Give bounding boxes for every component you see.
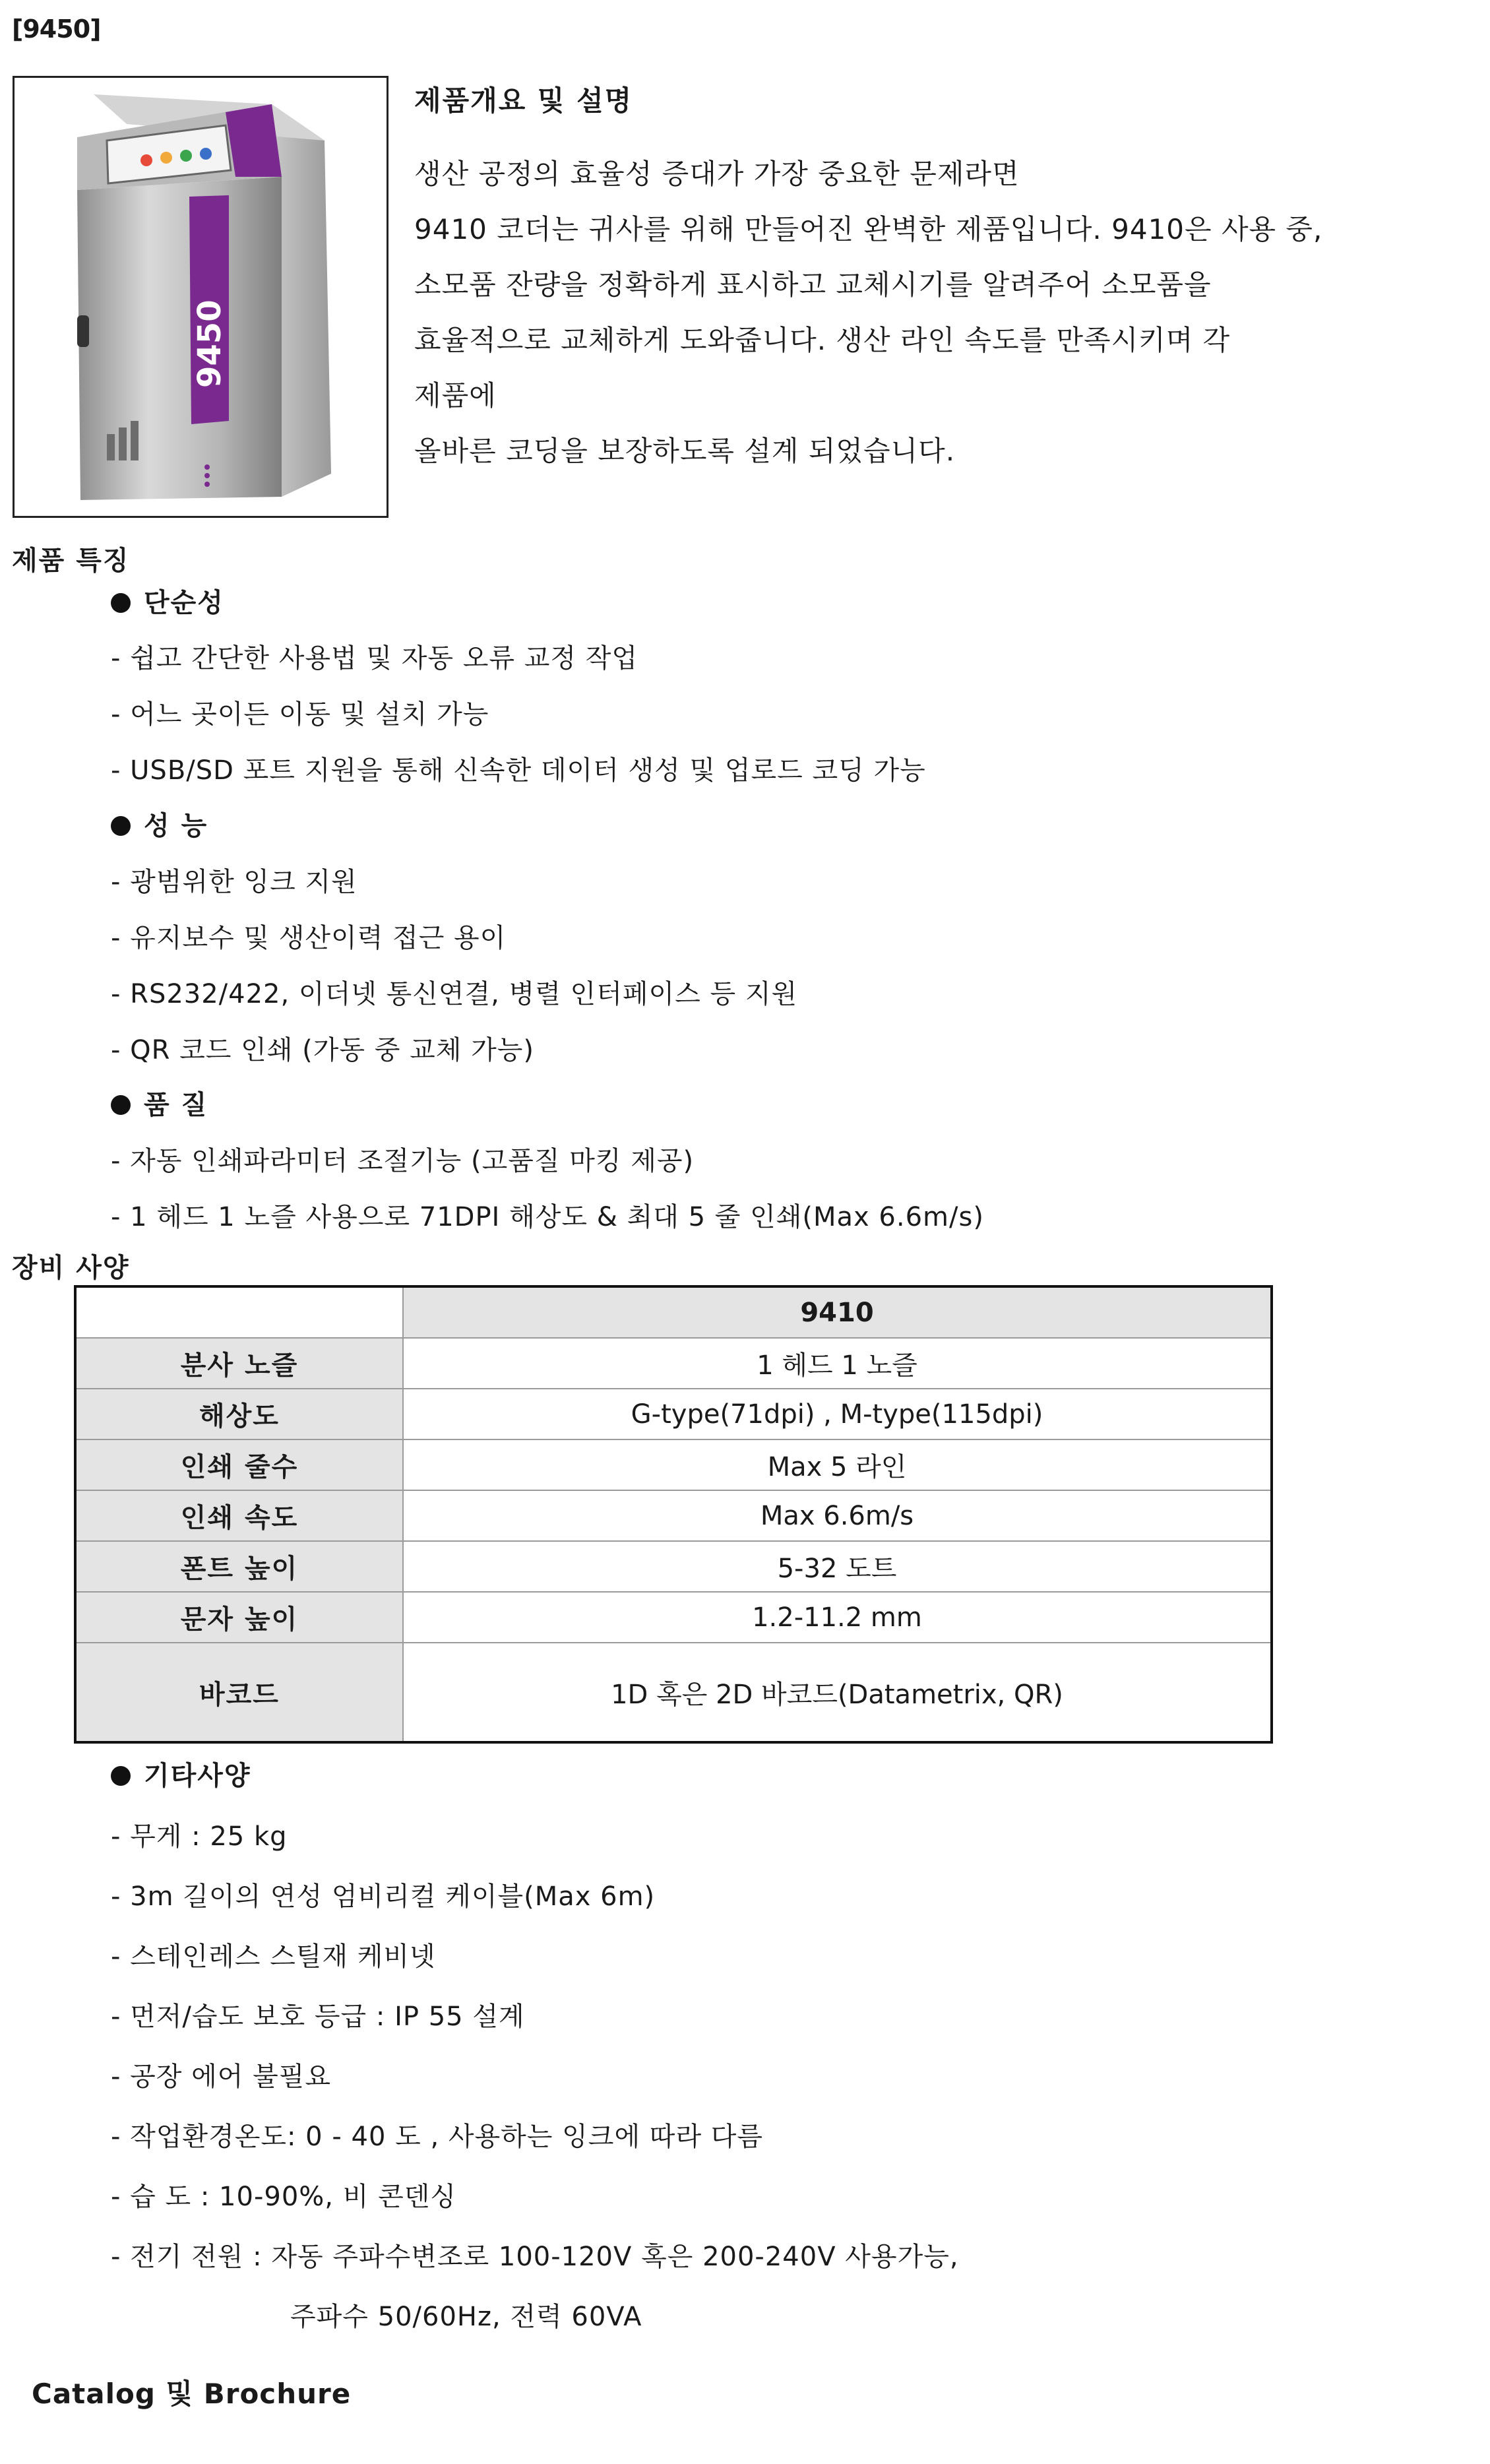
overview-line: 생산 공정의 효율성 증대가 가장 중요한 문제라면 [414,158,1020,190]
feature-item: - 어느 곳이든 이동 및 설치 가능 [111,699,489,730]
table-corner-cell [75,1286,403,1338]
specs-title: 장비 사양 [12,1253,130,1283]
feature-item: - 유지보수 및 생산이력 접근 용이 [111,923,507,953]
spec-value: 1 헤드 1 노즐 [403,1338,1272,1389]
other-spec-item: - 작업환경온도: 0 - 40 도 , 사용하는 잉크에 따라 다름 [111,2122,764,2152]
other-spec-continuation: 주파수 50/60Hz, 전력 60VA [290,2302,642,2332]
catalog-brochure-label: Catalog 및 Brochure [32,2378,352,2410]
feature-item: - 자동 인쇄파라미터 조절기능 (고품질 마킹 제공) [111,1146,695,1176]
overview-title: 제품개요 및 설명 [414,84,633,117]
product-code: [9450] [12,15,101,44]
feature-item: - 쉽고 간단한 사용법 및 자동 오류 교정 작업 [111,643,638,674]
other-spec-item: - 스테인레스 스틸재 케비넷 [111,1942,436,1972]
bullet-icon [111,1095,131,1115]
other-spec-item: - 먼저/습도 보호 등급 : IP 55 설계 [111,2002,525,2032]
bullet-icon [111,1766,131,1786]
overview-line: 9410 코더는 귀사를 위해 만들어진 완벽한 제품입니다. 9410은 사용 중, [414,213,1323,245]
table-row [75,1541,1272,1592]
other-specs-heading: 기타사양 [111,1755,251,1792]
spec-table [74,1285,1273,1744]
feature-item: - 1 헤드 1 노즐 사용으로 71DPI 해상도 & 최대 5 줄 인쇄(Max 6.6m/s) [111,1202,984,1232]
other-spec-item: - 공장 에어 불필요 [111,2062,332,2092]
spec-label: 인쇄 줄수 [75,1439,403,1490]
overview-line: 제품에 [414,379,497,412]
table-row [75,1389,1272,1439]
spec-label: 폰트 높이 [75,1541,403,1592]
other-spec-item: - 무게 : 25 kg [111,1821,288,1852]
feature-heading-quality: 품 질 [111,1084,208,1121]
overview-line: 효율적으로 교체하게 도와줍니다. 생산 라인 속도를 만족시키며 각 [414,324,1231,356]
product-image [13,76,388,518]
table-row [75,1592,1272,1643]
other-spec-item: - 3m 길이의 연성 엄비리컬 케이블(Max 6m) [111,1881,656,1912]
features-title: 제품 특징 [12,546,130,576]
bullet-icon [111,816,131,836]
other-spec-item: - 전기 전원 : 자동 주파수변조로 100-120V 혹은 200-240V 사용가능, [111,2242,959,2272]
other-spec-item: - 습 도 : 10-90%, 비 콘덴싱 [111,2182,456,2212]
spec-label: 문자 높이 [75,1592,403,1643]
overview-line: 올바른 코딩을 보장하도록 설계 되었습니다. [414,435,956,467]
spec-label: 바코드 [75,1643,403,1742]
spec-label: 해상도 [75,1389,403,1439]
printer-cabinet-illustration [15,78,387,516]
table-row [75,1490,1272,1541]
spec-value: 1.2-11.2 mm [403,1592,1272,1643]
feature-item: - QR 코드 인쇄 (가동 중 교체 가능) [111,1035,534,1065]
feature-item: - RS232/422, 이더넷 통신연결, 병렬 인터페이스 등 지원 [111,979,798,1009]
spec-value: 1D 혹은 2D 바코드(Datametrix, QR) [403,1643,1272,1742]
spec-value: 5-32 도트 [403,1541,1272,1592]
table-row [75,1338,1272,1389]
feature-item: - 광범위한 잉크 지원 [111,867,357,897]
table-row [75,1439,1272,1490]
overview-line: 소모품 잔량을 정확하게 표시하고 교체시기를 알려주어 소모품을 [414,269,1212,301]
feature-item: - USB/SD 포트 지원을 통해 신속한 데이터 생성 및 업로드 코딩 가능 [111,755,926,786]
feature-heading-simplicity: 단순성 [111,582,224,619]
model-header-cell: 9410 [403,1286,1272,1338]
bullet-icon [111,593,131,613]
table-row [75,1286,1272,1338]
table-row [75,1643,1272,1742]
overview-section [414,79,1443,479]
spec-label: 분사 노즐 [75,1338,403,1389]
feature-heading-performance: 성 능 [111,805,208,842]
spec-value: Max 5 라인 [403,1439,1272,1490]
spec-label: 인쇄 속도 [75,1490,403,1541]
model-label: 9450 [191,300,228,388]
spec-value: Max 6.6m/s [403,1490,1272,1541]
spec-value: G-type(71dpi) , M-type(115dpi) [403,1389,1272,1439]
